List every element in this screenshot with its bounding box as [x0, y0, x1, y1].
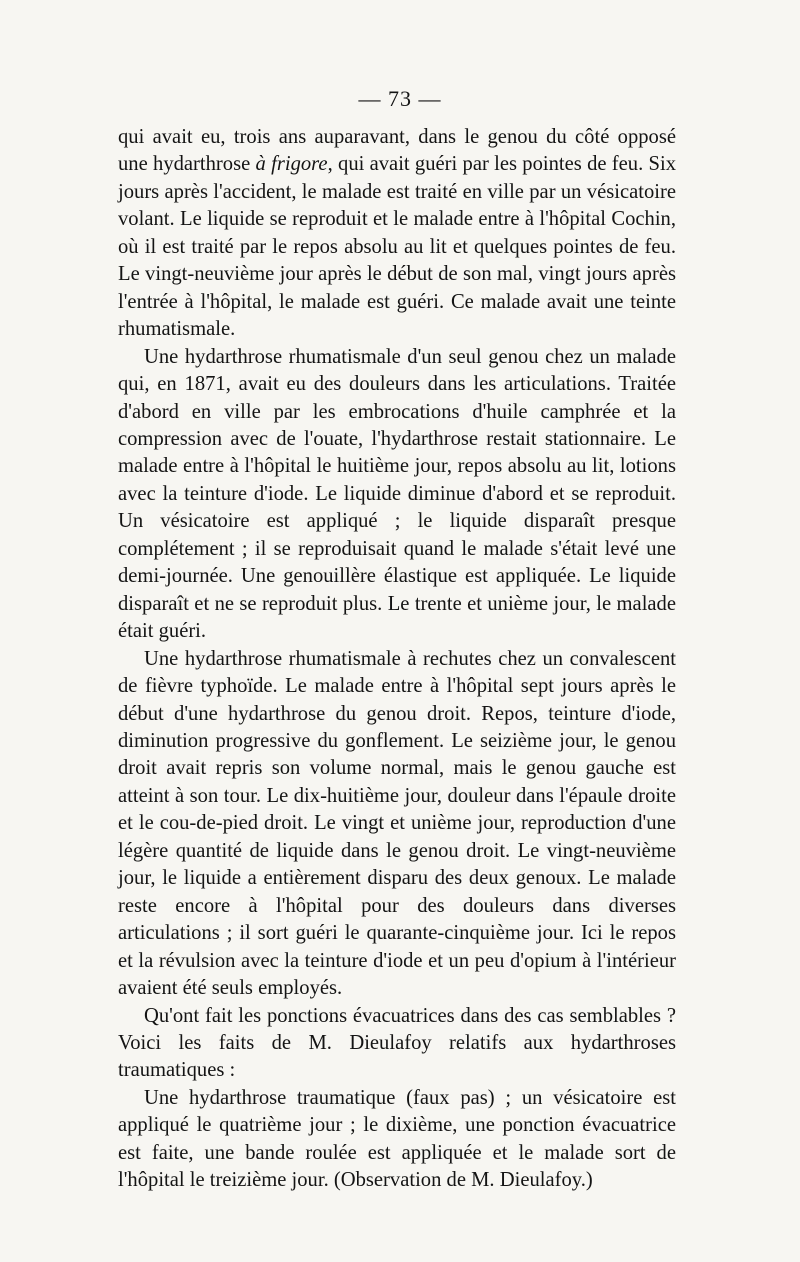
- text-segment: Une hydarthrose rhumatismale d'un seul genou chez un malade qui, en 1871, avait eu des douleurs dans les articulations. Traitée d'abord en ville par les embrocations d'huile camphrée et la compression avec de l'ouate, l'hydarthrose restait stationnaire. Le malade entre à l'hôpital le huitième jour, repos absolu au lit, lotions avec la teinture d'iode. Le liquide diminue d'abord et se reproduit. Un vésicatoire est appliqué ; le liquide disparaît presque complétement ; il se reproduisait quand le malade s'était levé une demi-journée. Une genouillère élastique est appliquée. Le liquide disparaît et ne se reproduit plus. Le trente et unième jour, le malade était guéri.: [118, 345, 676, 643]
- paragraph: [118, 646, 676, 1003]
- paragraph: [118, 344, 676, 646]
- text-segment: Qu'ont fait les ponctions évacuatrices dans des cas semblables ? Voici les faits de M. Dieulafoy relatifs aux hydarthroses traumatiques :: [118, 1004, 676, 1082]
- paragraph: [118, 1085, 676, 1195]
- text-segment: qui avait eu, trois ans auparavant, dans le genou du côté opposé une hydarthrose: [118, 126, 676, 176]
- text-segment: , qui avait guéri par les pointes de feu. Six jours après l'accident, le malade est traité en ville par un vésicatoire volant. Le liquide se reproduit et le malade entre à l'hôpital Cochin, où il est traité par le repos absolu au lit et quelques pointes de feu. Le vingt-neuvième jour après le début de son mal, vingt jours après l'entrée à l'hôpital, le malade est guéri. Ce malade avait une teinte rhumatismale.: [118, 153, 677, 341]
- text-segment-italic: à frigore: [255, 153, 328, 176]
- page-number: — 73 —: [358, 86, 442, 111]
- paragraph: [118, 124, 676, 344]
- text-segment: Une hydarthrose rhumatismale à rechutes chez un convalescent de fièvre typhoïde. Le malade entre à l'hôpital sept jours après le début d'une hydarthrose du genou droit. Repos, teinture d'iode, diminution progressive du gonflement. Le seizième jour, le genou droit avait repris son volume normal, mais le genou gauche est atteint à son tour. Le dix-huitième jour, douleur dans l'épaule droite et le cou-de-pied droit. Le vingt et unième jour, reproduction d'une légère quantité de liquide dans le genou droit. Le vingt-neuvième jour, le liquide a entièrement disparu des deux genoux. Le malade reste encore à l'hôpital pour des douleurs dans diverses articulations ; il sort guéri le quarante-cinquième jour. Ici le repos et la révulsion avec la teinture d'iode et un peu d'opium à l'intérieur avaient été seuls employés.: [118, 647, 676, 1000]
- paragraph: [118, 1003, 676, 1085]
- text-segment: Une hydarthrose traumatique (faux pas) ; un vésicatoire est appliqué le quatrième jour ; le dixième, une ponction évacuatrice est faite, une bande roulée est appliquée et le malade sort de l'hôpital le treizième jour. (Observation de M. Dieulafoy.): [118, 1086, 676, 1192]
- body-text: [118, 124, 676, 1195]
